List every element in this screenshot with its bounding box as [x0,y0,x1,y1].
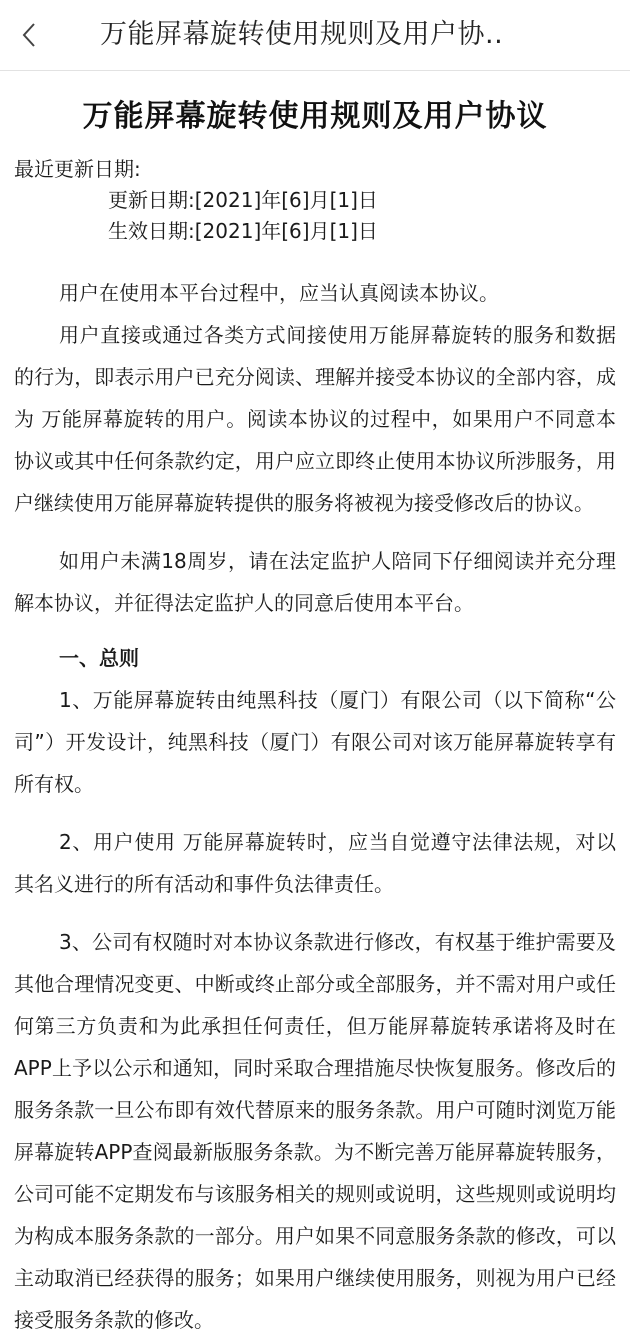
last-updated-label: 最近更新日期: [14,157,141,181]
section-item: 1、万能屏幕旋转由纯黑科技（厦门）有限公司（以下简称“公司”）开发设计，纯黑科技（厦门）有限公司对该万能屏幕旋转享有所有权。 [14,688,616,796]
paragraph: 如用户未满18周岁，请在法定监护人陪同下仔细阅读并充分理解本协议，并征得法定监护人的同意后使用本平台。 [14,549,616,615]
agreement-content[interactable] [0,95,630,1341]
document-title: 万能屏幕旋转使用规则及用户协议 [82,99,548,134]
page-title: 万能屏幕旋转使用规则及用户协.. [100,19,504,50]
section-item: 3、公司有权随时对本协议条款进行修改，有权基于维护需要及其他合理情况变更、中断或终止部分或全部服务，并不需对用户或任何第三方负责和为此承担任何责任，但万能屏幕旋转承诺将及时在APP上予以公示和通知，同时采取合理措施尽快恢复服务。修改后的服务条款一旦公布即有效代替原来的服务条款。用户可随时浏览万能屏幕旋转APP查阅最新版服务条款。为不断完善万能屏幕旋转服务，公司可能不定期发布与该服务相关的规则或说明，这些规则或说明均为构成本服务条款的一部分。用户如果不同意服务条款的修改，可以主动取消已经获得的服务；如果用户继续使用服务，则视为用户已经接受服务条款的修改。 [14,930,616,1332]
top-bar [0,0,630,71]
chevron-left-icon [21,22,37,48]
section-item: 2、用户使用 万能屏幕旋转时，应当自觉遵守法律法规，对以其名义进行的所有活动和事件负法律责任。 [14,830,616,896]
effective-date: 生效日期:[2021]年[6]月[1]日 [108,219,378,243]
paragraph: 用户直接或通过各类方式间接使用万能屏幕旋转的服务和数据的行为，即表示用户已充分阅读、理解并接受本协议的全部内容，成为 万能屏幕旋转的用户。阅读本协议的过程中，如果用户不同意本协议或其中任何条款约定，用户应立即终止使用本协议所涉服务，用户继续使用万能屏幕旋转提供的服务将被视为接受修改后的协议。 [14,323,616,515]
paragraph: 用户在使用本平台过程中，应当认真阅读本协议。 [59,281,499,305]
back-button[interactable] [14,18,44,52]
section-title: 一、总则 [59,646,139,670]
update-date: 更新日期:[2021]年[6]月[1]日 [108,188,378,212]
